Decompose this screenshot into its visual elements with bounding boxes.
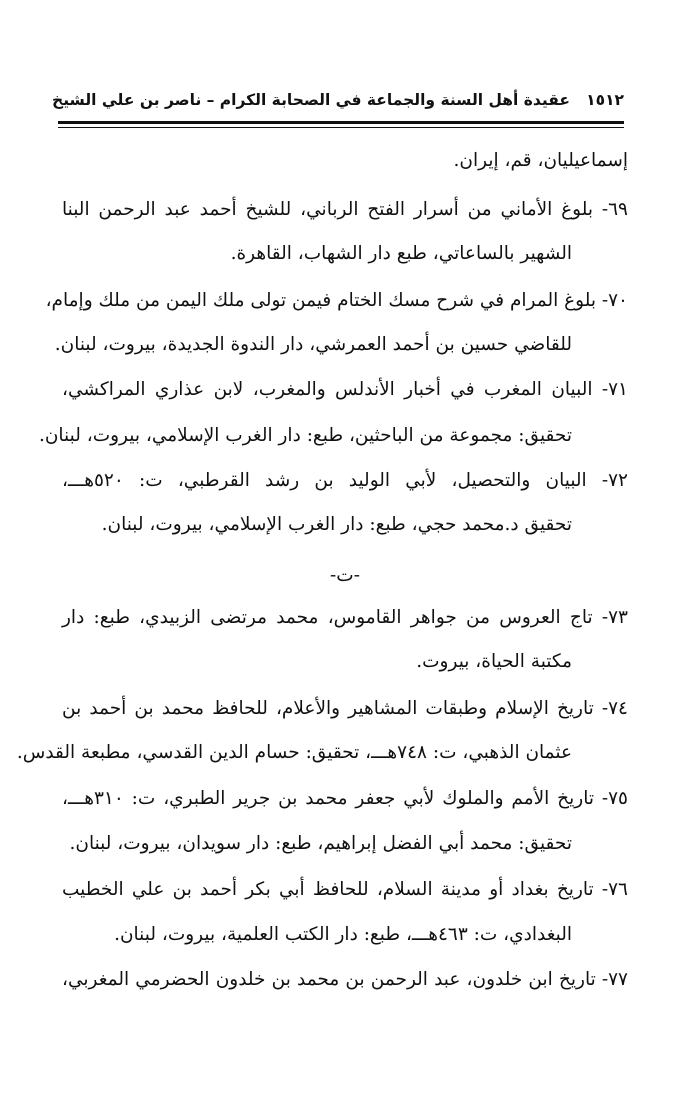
bibliography-entry-73: ٧٣- تاج العروس من جواهر القاموس، محمد مرتضى الزبيدي، طبع: دار	[62, 607, 628, 628]
page-number: ١٥١٢	[586, 91, 624, 109]
running-header	[52, 86, 624, 114]
entry-69-continuation: الشهير بالساعاتي، طبع دار الشهاب، القاهرة.	[230, 243, 572, 264]
bibliography-entry-74: ٧٤- تاريخ الإسلام وطبقات المشاهير والأعلام، للحافظ محمد بن أحمد بن	[62, 698, 628, 719]
bibliography-entry-69: ٦٩- بلوغ الأماني من أسرار الفتح الرباني، للشيخ أحمد عبد الرحمن البنا	[62, 199, 628, 220]
bibliography-entry-72: ٧٢- البيان والتحصيل، لأبي الوليد بن رشد القرطبي، ت: ٥٢٠هـــ،	[62, 470, 628, 491]
bibliography-entry-77: ٧٧- تاريخ ابن خلدون، عبد الرحمن بن محمد بن خلدون الحضرمي المغربي،	[62, 969, 628, 990]
bibliography-entry-75: ٧٥- تاريخ الأمم والملوك لأبي جعفر محمد بن جرير الطبري، ت: ٣١٠هـــ،	[62, 788, 628, 809]
entry-72-continuation: تحقيق د.محمد حجي، طبع: دار الغرب الإسلامي، بيروت، لبنان.	[101, 514, 572, 535]
entry-71-continuation: تحقيق: مجموعة من الباحثين، طبع: دار الغرب الإسلامي، بيروت، لبنان.	[38, 425, 572, 446]
bibliography-entry-76: ٧٦- تاريخ بغداد أو مدينة السلام، للحافظ أبي بكر أحمد بن علي الخطيب	[62, 879, 628, 900]
entry-74-continuation: عثمان الذهبي، ت: ٧٤٨هـــ، تحقيق: حسام الدين القدسي، مطبعة القدس.	[16, 742, 572, 763]
section-letter-heading: -ت-	[330, 565, 360, 586]
book-title: عقيدة أهل السنة والجماعة في الصحابة الكرام – ناصر بن علي الشيخ	[52, 91, 570, 109]
header-rule-thick	[58, 121, 624, 124]
bibliography-entry-71: ٧١- البيان المغرب في أخبار الأندلس والمغرب، لابن عذاري المراكشي،	[62, 379, 628, 400]
entry-75-continuation: تحقيق: محمد أبي الفضل إبراهيم، طبع: دار سويدان، بيروت، لبنان.	[69, 833, 572, 854]
entry-76-continuation: البغدادي، ت: ٤٦٣هـــ، طبع: دار الكتب العلمية، بيروت، لبنان.	[114, 924, 572, 945]
header-rule-thin	[58, 127, 624, 128]
entry-70-continuation: للقاضي حسين بن أحمد العمرشي، دار الندوة الجديدة، بيروت، لبنان.	[54, 334, 572, 355]
bibliography-entry-70: ٧٠- بلوغ المرام في شرح مسك الختام فيمن تولى ملك اليمن من ملك وإمام،	[45, 290, 628, 311]
continued-line: إسماعيليان، قم، إيران.	[453, 150, 628, 171]
entry-73-continuation: مكتبة الحياة، بيروت.	[416, 651, 572, 672]
